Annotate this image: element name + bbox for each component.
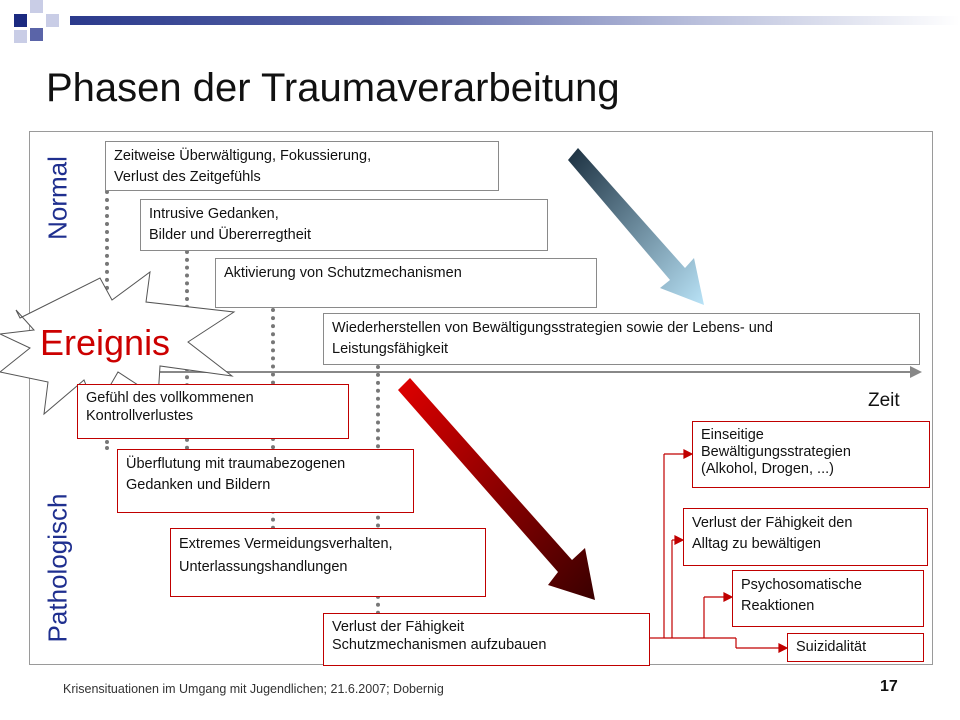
normal-phase-box: Zeitweise Überwältigung, Fokussierung, Verlust des Zeitgefühls — [105, 141, 499, 191]
outcome-box: Einseitige Bewältigungsstrategien (Alkohol, Drogen, ...) — [692, 421, 930, 488]
outcome-box: Verlust der Fähigkeit den Alltag zu bewältigen — [683, 508, 928, 566]
pathological-phase-box: Gefühl des vollkommenen Kontrollverlustes — [77, 384, 349, 439]
pathological-phase-box: Extremes Vermeidungsverhalten, Unterlassungshandlungen — [170, 528, 486, 597]
outcome-box: Suizidalität — [787, 633, 924, 662]
pathological-label: Pathologisch — [42, 493, 73, 643]
normal-phase-box: Intrusive Gedanken, Bilder und Übererregtheit — [140, 199, 548, 251]
normal-phase-box: Aktivierung von Schutzmechanismen — [215, 258, 597, 308]
time-axis-label: Zeit — [868, 390, 900, 411]
normal-phase-box: Wiederherstellen von Bewältigungsstrategien sowie der Lebens- und Leistungsfähigkeit — [323, 313, 920, 365]
normal-label: Normal — [42, 156, 73, 240]
page-title: Phasen der Traumaverarbeitung — [46, 66, 620, 110]
pathological-phase-box: Überflutung mit traumabezogenen Gedanken und Bildern — [117, 449, 414, 513]
outcome-box: Psychosomatische Reaktionen — [732, 570, 924, 627]
pathological-phase-box: Verlust der Fähigkeit Schutzmechanismen aufzubauen — [323, 613, 650, 666]
page-number: 17 — [880, 678, 898, 695]
event-label: Ereignis — [40, 322, 171, 363]
footer-text: Krisensituationen im Umgang mit Jugendlichen; 21.6.2007; Dobernig — [63, 682, 444, 696]
